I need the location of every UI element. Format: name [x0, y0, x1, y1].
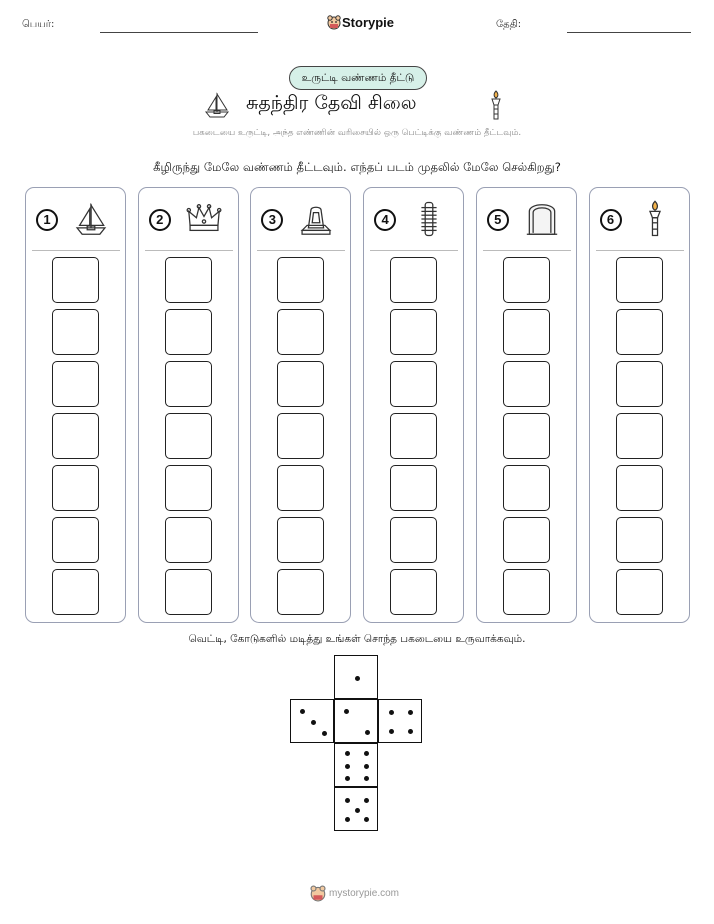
statue-base-icon	[297, 200, 335, 238]
die-pip	[355, 676, 360, 681]
sailboat-icon	[72, 200, 110, 238]
torch-icon	[636, 200, 674, 238]
dice-column-2	[138, 187, 239, 623]
footer-logo-icon	[309, 884, 327, 902]
color-box[interactable]	[165, 413, 212, 459]
die-pip	[364, 776, 369, 781]
color-box[interactable]	[616, 517, 663, 563]
color-box[interactable]	[616, 413, 663, 459]
color-box[interactable]	[616, 257, 663, 303]
die-pip	[389, 710, 394, 715]
color-box[interactable]	[165, 361, 212, 407]
color-box[interactable]	[277, 465, 324, 511]
color-box[interactable]	[616, 309, 663, 355]
die-pip	[322, 731, 327, 736]
date-line[interactable]	[567, 32, 691, 33]
date-label: தேதி:	[496, 19, 522, 30]
name-line[interactable]	[100, 32, 258, 33]
die-net	[290, 655, 424, 835]
die-pip	[389, 729, 394, 734]
name-label: பெயர்:	[22, 19, 55, 30]
column-divider	[596, 250, 684, 251]
die-pip	[408, 729, 413, 734]
die-face-2	[334, 699, 378, 743]
color-box[interactable]	[165, 569, 212, 615]
color-box[interactable]	[503, 517, 550, 563]
sailboat-icon	[202, 90, 232, 120]
dice-column-5	[476, 187, 577, 623]
dice-column-4	[363, 187, 464, 623]
color-box[interactable]	[390, 309, 437, 355]
die-pip	[345, 817, 350, 822]
die-face-6	[334, 743, 378, 787]
die-face-3	[290, 699, 334, 743]
die-pip	[311, 720, 316, 725]
color-box[interactable]	[52, 309, 99, 355]
stone-tablet-icon	[523, 200, 561, 238]
column-number: 6	[600, 209, 622, 231]
die-pip	[344, 709, 349, 714]
color-box[interactable]	[52, 465, 99, 511]
page-title: சுதந்திர தேவி சிலை	[246, 92, 417, 114]
color-box[interactable]	[390, 257, 437, 303]
die-pip	[345, 776, 350, 781]
color-box[interactable]	[277, 361, 324, 407]
die-pip	[408, 710, 413, 715]
die-pip	[365, 730, 370, 735]
die-pip	[364, 798, 369, 803]
dice-column-1	[25, 187, 126, 623]
color-box[interactable]	[165, 517, 212, 563]
die-face-5	[334, 787, 378, 831]
die-pip	[345, 751, 350, 756]
activity-badge: உருட்டி வண்ணம் தீட்டு	[289, 66, 427, 90]
tablet-icon	[410, 200, 448, 238]
column-number: 4	[374, 209, 396, 231]
die-pip	[345, 798, 350, 803]
column-divider	[257, 250, 345, 251]
color-box[interactable]	[165, 257, 212, 303]
color-box[interactable]	[165, 465, 212, 511]
color-box[interactable]	[277, 309, 324, 355]
color-box[interactable]	[616, 569, 663, 615]
color-box[interactable]	[503, 361, 550, 407]
cut-instruction: வெட்டி, கோடுகளில் மடித்து உங்கள் சொந்த பகடையை உருவாக்கவும்.	[188, 633, 526, 645]
subtitle: பகடையை உருட்டி, அந்த எண்ணின் வரிசையில் ஒரு பெட்டிக்கு வண்ணம் தீட்டவும்.	[192, 128, 522, 138]
color-box[interactable]	[616, 465, 663, 511]
die-face-1	[334, 655, 378, 699]
color-box[interactable]	[616, 361, 663, 407]
column-number: 3	[261, 209, 283, 231]
torch-icon	[488, 89, 504, 123]
color-box[interactable]	[277, 413, 324, 459]
color-box[interactable]	[277, 257, 324, 303]
color-box[interactable]	[165, 309, 212, 355]
die-pip	[364, 751, 369, 756]
color-box[interactable]	[390, 361, 437, 407]
storypie-logo-icon	[326, 14, 342, 30]
column-number: 5	[487, 209, 509, 231]
color-box[interactable]	[503, 465, 550, 511]
crown-icon	[185, 200, 223, 238]
die-pip	[364, 764, 369, 769]
column-number: 1	[36, 209, 58, 231]
footer-url[interactable]: mystorypie.com	[329, 888, 400, 899]
color-box[interactable]	[390, 465, 437, 511]
die-pip	[345, 764, 350, 769]
dice-column-3	[250, 187, 351, 623]
color-box[interactable]	[277, 517, 324, 563]
question: கீழிருந்து மேலே வண்ணம் தீட்டவும். எந்தப் படம் முதலில் மேலே செல்கிறது?	[153, 160, 561, 174]
color-box[interactable]	[52, 361, 99, 407]
column-divider	[483, 250, 571, 251]
brand-name: Storypie	[342, 15, 395, 30]
color-box[interactable]	[390, 569, 437, 615]
die-pip	[364, 817, 369, 822]
column-number: 2	[149, 209, 171, 231]
dice-column-6	[589, 187, 690, 623]
color-box[interactable]	[52, 413, 99, 459]
color-box[interactable]	[503, 413, 550, 459]
color-box[interactable]	[503, 309, 550, 355]
die-pip	[300, 709, 305, 714]
color-box[interactable]	[503, 257, 550, 303]
column-divider	[32, 250, 120, 251]
die-face-4	[378, 699, 422, 743]
color-box[interactable]	[52, 257, 99, 303]
die-pip	[355, 808, 360, 813]
color-box[interactable]	[277, 569, 324, 615]
color-box[interactable]	[390, 413, 437, 459]
color-box[interactable]	[390, 517, 437, 563]
column-divider	[145, 250, 233, 251]
color-box[interactable]	[52, 517, 99, 563]
color-box[interactable]	[52, 569, 99, 615]
column-divider	[370, 250, 458, 251]
color-box[interactable]	[503, 569, 550, 615]
